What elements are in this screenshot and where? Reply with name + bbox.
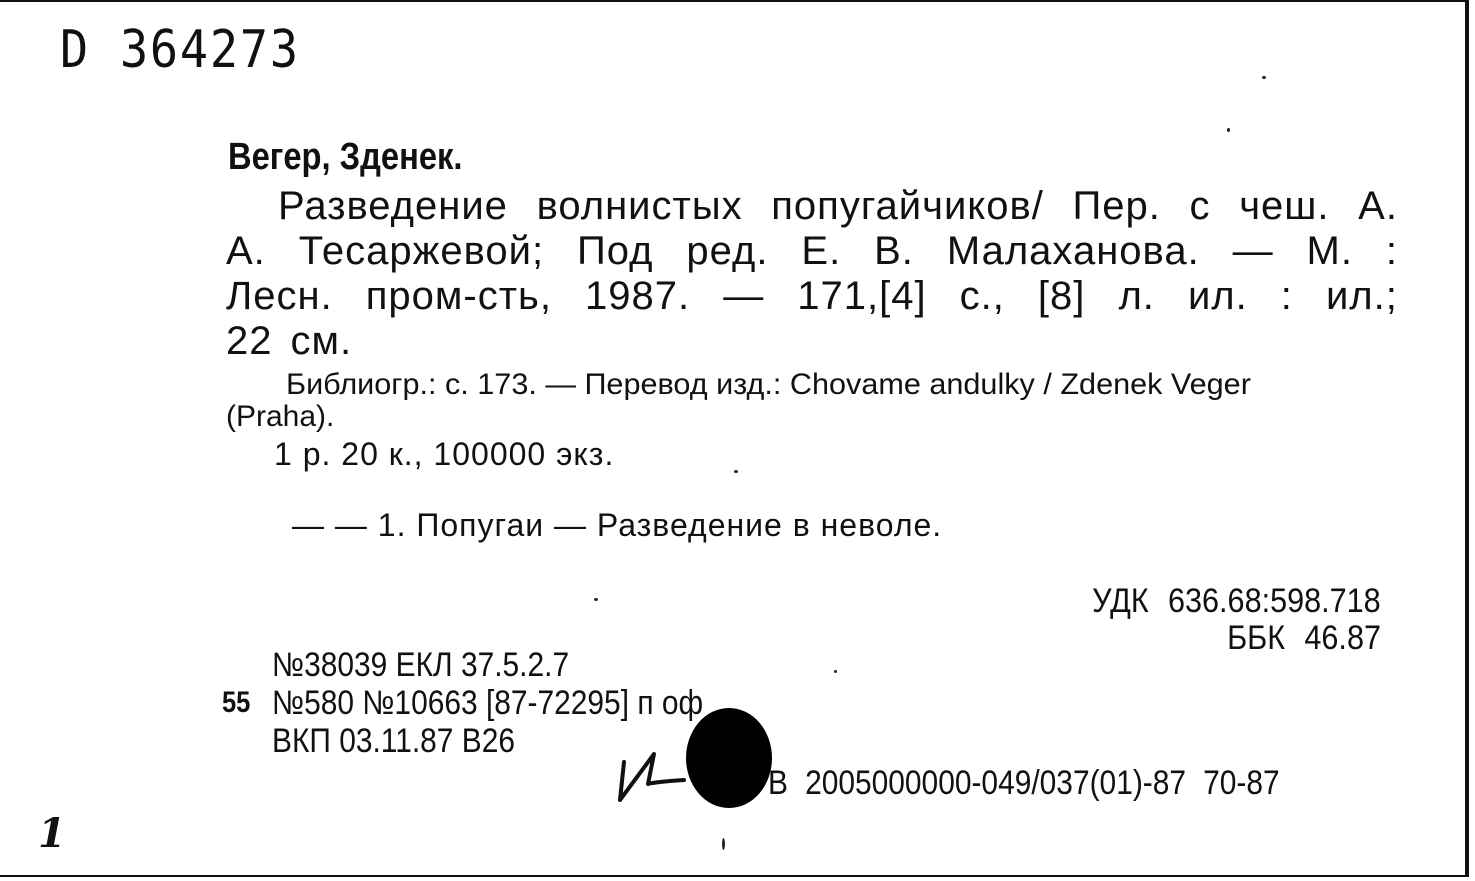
- bibliography-note-continued: (Praha).: [226, 400, 335, 433]
- bbk-classification: [1227, 619, 1381, 658]
- description-word: чеш.: [1239, 184, 1330, 228]
- ink-speck: [834, 670, 837, 673]
- udk-value: 636.68:598.718: [1168, 582, 1381, 620]
- bbk-value: 46.87: [1304, 619, 1381, 657]
- ink-speck: [734, 470, 738, 473]
- call-number: D 364273: [60, 20, 300, 80]
- description-word: волнистых: [536, 184, 743, 228]
- udk-label: УДК: [1092, 582, 1149, 620]
- ink-speck: [594, 598, 598, 601]
- description-word: А.: [226, 229, 266, 273]
- description-word: Малаханова.: [946, 229, 1200, 273]
- description-word: ил.;: [1325, 274, 1398, 318]
- author-heading: Вегер, Зденек.: [228, 136, 463, 178]
- description-word: —: [1232, 229, 1274, 273]
- description-line: [226, 229, 1398, 274]
- description-word: Лесн.: [226, 274, 333, 318]
- vkp-line: ВКП 03.11.87 В26: [272, 722, 516, 760]
- description-word: Разведение: [278, 184, 508, 228]
- subject-heading: — — 1. Попугаи — Разведение в неволе.: [292, 507, 943, 543]
- bibliography-note: Библиогр.: с. 173. — Перевод изд.: Chovame andulky / Zdenek Veger: [286, 368, 1251, 401]
- description-word: пром-сть,: [365, 274, 552, 318]
- ink-speck: [722, 838, 725, 850]
- ink-speck: [1262, 76, 1266, 79]
- description-word: с: [1189, 184, 1211, 228]
- description-word: Под: [577, 229, 654, 273]
- description-word: Е.: [801, 229, 842, 273]
- description-word: А.: [1358, 184, 1398, 228]
- record-number: №38039 ЕКЛ 37.5.2.7: [272, 646, 570, 684]
- description-word: :: [1280, 274, 1293, 318]
- description-word: л.: [1118, 274, 1155, 318]
- description-word: 22: [226, 319, 273, 363]
- handwritten-mark-icon: [614, 742, 694, 807]
- page-mark: 1: [38, 810, 66, 857]
- punch-hole: [686, 708, 772, 808]
- description-line: [226, 319, 1398, 364]
- description-word: Тесаржевой;: [298, 229, 545, 273]
- description-word: В.: [874, 229, 914, 273]
- order-line: №580 №10663 [87-72295] п оф: [272, 684, 704, 722]
- publication-code: В 2005000000-049/037(01)-87 70-87: [768, 764, 1280, 802]
- ink-speck: [1227, 128, 1230, 132]
- description-word: попугайчиков/: [771, 184, 1044, 228]
- description-word: см.: [290, 319, 353, 363]
- bibliographic-description: [226, 184, 1398, 364]
- description-word: Пер.: [1072, 184, 1161, 228]
- description-word: ред.: [686, 229, 769, 273]
- description-word: —: [723, 274, 765, 318]
- description-word: 1987.: [585, 274, 691, 318]
- description-line: [226, 184, 1398, 229]
- description-word: :: [1385, 229, 1398, 273]
- copies-count: 55: [222, 686, 251, 719]
- description-word: 171,[4]: [797, 274, 927, 318]
- bbk-label: ББК: [1227, 619, 1286, 657]
- description-word: [8]: [1037, 274, 1086, 318]
- udk-classification: [1092, 582, 1381, 621]
- description-word: М.: [1306, 229, 1353, 273]
- description-word: с.,: [959, 274, 1005, 318]
- description-word: ил.: [1187, 274, 1248, 318]
- price-and-print-run: 1 р. 20 к., 100000 экз.: [274, 436, 615, 472]
- description-line: [226, 274, 1398, 319]
